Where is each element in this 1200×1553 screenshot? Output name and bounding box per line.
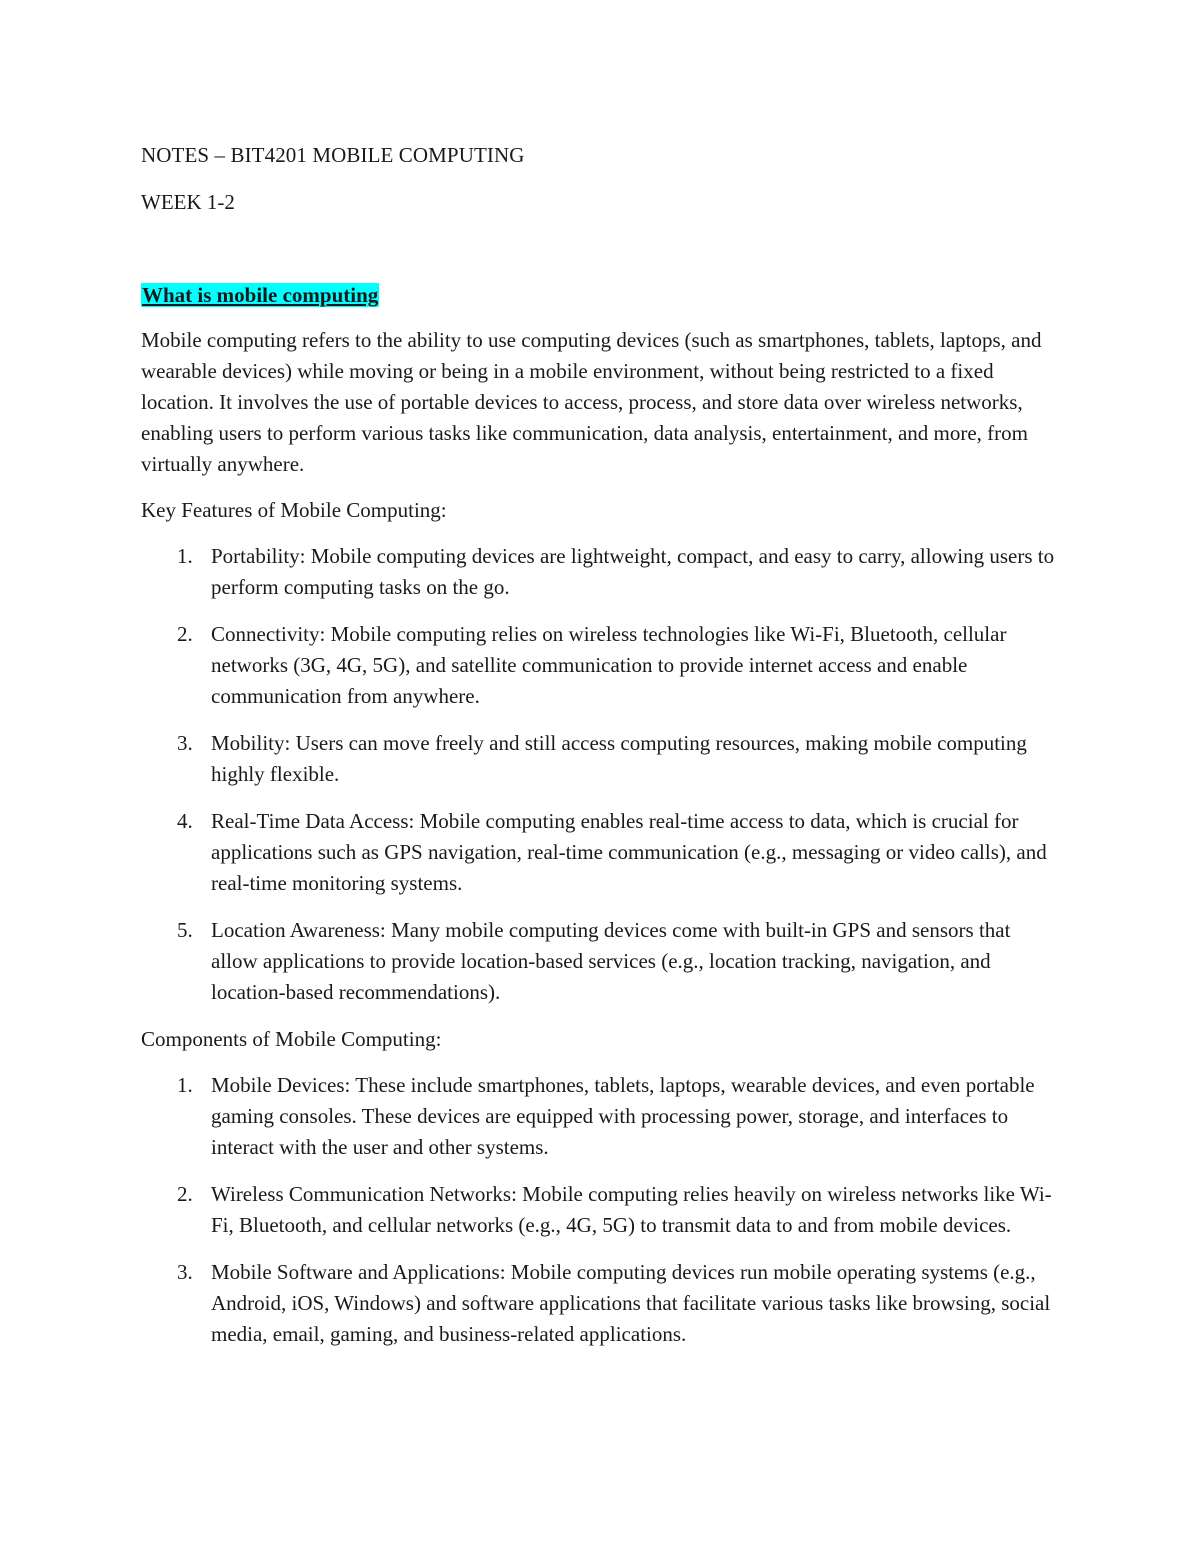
list-item xyxy=(141,728,1061,790)
list-item-text: Connectivity: Mobile computing relies on wireless technologies like Wi-Fi, Bluetooth, cellular networks (3G, 4G, 5G), and satellite communication to provide internet access and enable communication from anywhere. xyxy=(211,622,1007,708)
components-heading: Components of Mobile Computing: xyxy=(141,1027,442,1051)
highlighted-heading-text: What is mobile computing xyxy=(142,283,379,307)
list-item-text: Location Awareness: Many mobile computing devices come with built-in GPS and sensors that allow applications to provide location-based services (e.g., location tracking, navigation, and location-based recommendations). xyxy=(211,918,1011,1004)
document-body xyxy=(141,140,1061,1366)
week-label: WEEK 1-2 xyxy=(141,190,235,214)
list-number: 2. xyxy=(177,622,193,646)
list-number: 1. xyxy=(177,1073,193,1097)
list-item xyxy=(141,806,1061,899)
list-number: 4. xyxy=(177,809,193,833)
list-number: 3. xyxy=(177,1260,193,1284)
list-item xyxy=(141,1179,1061,1241)
list-item xyxy=(141,1070,1061,1163)
list-number: 3. xyxy=(177,731,193,755)
intro-paragraph: Mobile computing refers to the ability to use computing devices (such as smartphones, tablets, laptops, and wearable devices) while moving or being in a mobile environment, without being restricted to a fixed location. It involves the use of portable devices to access, process, and store data over wireless networks, enabling users to perform various tasks like communication, data analysis, entertainment, and more, from virtually anywhere. xyxy=(141,328,1042,476)
list-item-text: Portability: Mobile computing devices are lightweight, compact, and easy to carry, allowing users to perform computing tasks on the go. xyxy=(211,544,1055,599)
section-heading xyxy=(141,280,1061,311)
list-item-text: Mobility: Users can move freely and still access computing resources, making mobile computing highly flexible. xyxy=(211,731,1027,786)
list-number: 2. xyxy=(177,1182,193,1206)
list-item-text: Wireless Communication Networks: Mobile computing relies heavily on wireless networks like Wi-Fi, Bluetooth, and cellular networks (e.g., 4G, 5G) to transmit data to and from mobile devices. xyxy=(211,1182,1052,1237)
list-item xyxy=(141,541,1061,603)
list-item xyxy=(141,619,1061,712)
list-number: 5. xyxy=(177,918,193,942)
list-item-text: Mobile Devices: These include smartphones, tablets, laptops, wearable devices, and even portable gaming consoles. These devices are equipped with processing power, storage, and interfaces to interact with the user and other systems. xyxy=(211,1073,1035,1159)
list-number: 1. xyxy=(177,544,193,568)
list-item-text: Real-Time Data Access: Mobile computing enables real-time access to data, which is crucial for applications such as GPS navigation, real-time communication (e.g., messaging or video calls), and real-time monitoring systems. xyxy=(211,809,1047,895)
list-item-text: Mobile Software and Applications: Mobile computing devices run mobile operating systems (e.g., Android, iOS, Windows) and software applications that facilitate various tasks like browsing, social media, email, gaming, and business-related applications. xyxy=(211,1260,1051,1346)
features-heading: Key Features of Mobile Computing: xyxy=(141,498,447,522)
features-list xyxy=(141,541,1061,1008)
list-item xyxy=(141,915,1061,1008)
document-title: NOTES – BIT4201 MOBILE COMPUTING xyxy=(141,143,525,167)
components-list xyxy=(141,1070,1061,1350)
list-item xyxy=(141,1257,1061,1350)
